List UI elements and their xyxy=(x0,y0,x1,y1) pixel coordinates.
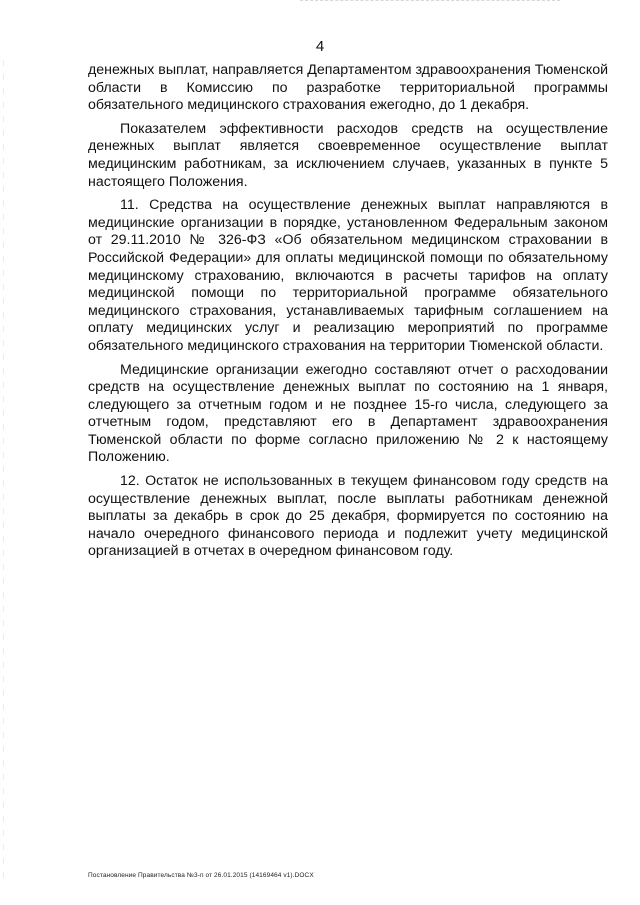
document-footer: Постановление Правительства №3-п от 26.01.2015 (14169464 v1).DOCX xyxy=(88,872,314,879)
paragraph-report: Медицинские организации ежегодно составляют отчет о расходовании средств на осуществление денежных выплат по состоянию на 1 января, следующего за отчетным годом и не позднее 15-го числа, следующего за отчетным годом, представляют его в Департамент здравоохранения Тюменской области по форме согласно приложению № 2 к настоящему Положению. xyxy=(88,361,608,466)
paragraph-item-12: 12. Остаток не использованных в текущем финансовом году средств на осуществление денежных выплат, после выплаты работникам денежной выплаты за декабрь в срок до 25 декабря, формируется по состоянию на начало очередного финансового периода и подлежит учету медицинской организацией в отчетах в очередном финансовом году. xyxy=(88,473,608,560)
document-body xyxy=(88,62,608,567)
scan-artifact-left xyxy=(3,60,4,880)
paragraph-efficiency-indicator: Показателем эффективности расходов средств на осуществление денежных выплат является своевременное осуществление выплат медицинским работникам, за исключением случаев, указанных в пункте 5 настоящего Положения. xyxy=(88,120,608,190)
paragraph-item-11: 11. Средства на осуществление денежных выплат направляются в медицинские организации в порядке, установленном Федеральным законом от 29.11.2010 № 326-ФЗ «Об обязательном медицинском страховании в Российской Федерации» для оплаты медицинской помощи по обязательному медицинскому страхованию, включаются в расчеты тарифов на оплату медицинской помощи по территориальной программе обязательного медицинского страхования, устанавливаемых тарифным соглашением на оплату медицинских услуг и реализацию мероприятий по программе обязательного медицинского страхования на территории Тюменской области. xyxy=(88,197,608,354)
scan-artifact-top xyxy=(300,0,560,5)
paragraph-continuation: денежных выплат, направляется Департаментом здравоохранения Тюменской области в Комиссию по разработке территориальной программы обязательного медицинского страхования ежегодно, до 1 декабря. xyxy=(88,62,609,114)
page-number: 4 xyxy=(315,38,325,55)
